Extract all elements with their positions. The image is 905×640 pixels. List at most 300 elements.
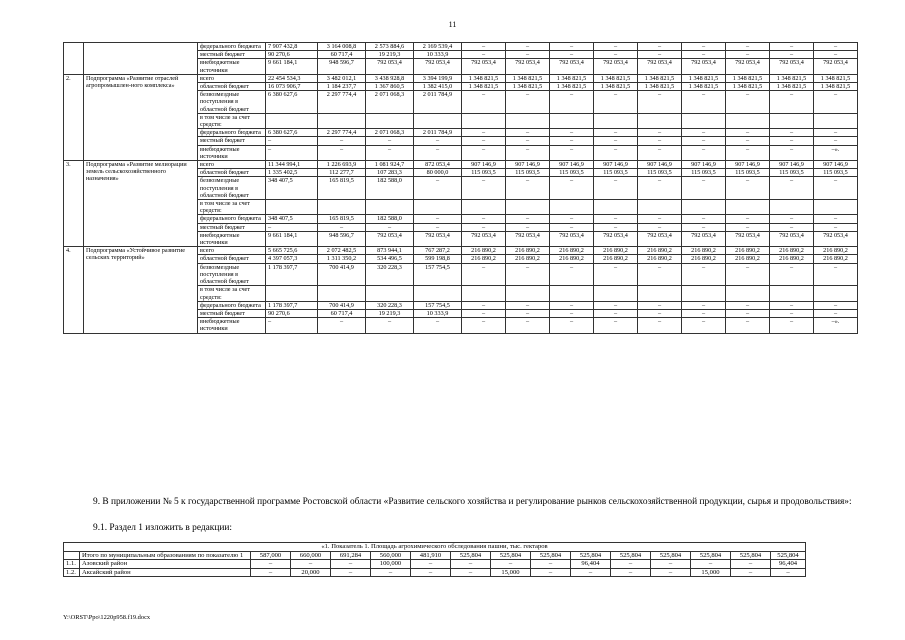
table-cell: – [726,43,770,51]
table-cell: 115 093,5 [814,169,858,177]
table-cell: 792 053,4 [506,59,550,74]
table-cell: – [462,145,506,160]
table-cell [414,113,462,128]
table-cell: 216 890,2 [770,247,814,255]
table-cell: 872 053,4 [414,161,462,169]
table-cell: 11 344 994,1 [266,161,318,169]
table-cell: 907 146,9 [638,161,682,169]
table-cell: – [462,177,506,200]
table-cell [462,113,506,128]
table-cell: – [726,177,770,200]
table-cell: – [506,51,550,59]
row-name: Аксайский район [80,568,251,577]
table-cell: 165 819,5 [318,215,366,223]
table-cell: 1 226 693,9 [318,161,366,169]
funding-source: местный бюджет [198,137,266,145]
footer-file-path: Y:\ORST\Ppo\1220p958.f19.docx [63,614,151,621]
table-cell: 115 093,5 [550,169,594,177]
table-cell: 320 228,3 [366,301,414,309]
table-cell: – [726,301,770,309]
funding-source: внебюджетные источники [198,318,266,333]
table-cell: 19 219,3 [366,51,414,59]
program-number: 4. [64,247,84,333]
table-cell: – [462,318,506,333]
table-cell: 2 297 774,4 [318,129,366,137]
table-cell: 216 890,2 [814,255,858,263]
table-cell: – [594,301,638,309]
table-cell: – [594,129,638,137]
funding-source: федерального бюджета [198,215,266,223]
table-cell [682,200,726,215]
table-cell: 60 717,4 [318,309,366,317]
table-cell: – [550,223,594,231]
table-cell [638,113,682,128]
table-cell: 320 228,3 [366,263,414,286]
funding-source: в том числе за счет средств: [198,113,266,128]
table-cell [682,286,726,301]
table-cell: 525,804 [731,551,771,560]
table-cell: – [531,560,571,569]
table-cell [770,200,814,215]
table-cell: 60 717,4 [318,51,366,59]
table-cell: 3 482 012,1 [318,74,366,82]
table-cell: – [451,560,491,569]
table-cell: 560,000 [371,551,411,560]
table-cell: – [814,129,858,137]
table-cell: 525,804 [491,551,531,560]
funding-source: безвозмездные поступления в областной бюджет [198,91,266,114]
table-row [64,551,806,560]
table-cell: 534 496,5 [366,255,414,263]
table-cell: – [266,223,318,231]
table-cell: 2 072 482,5 [318,247,366,255]
table-cell: – [682,177,726,200]
table-cell: 792 053,4 [462,59,506,74]
table-cell: 90 270,6 [266,51,318,59]
table-cell: – [506,318,550,333]
table-cell: 700 414,9 [318,301,366,309]
table-cell: 481,910 [411,551,451,560]
table-row [64,161,858,169]
table-cell [770,286,814,301]
table-cell: 100,000 [371,560,411,569]
table-cell: – [651,568,691,577]
funding-source: федерального бюджета [198,43,266,51]
table-cell: – [594,43,638,51]
table-cell: 525,804 [651,551,691,560]
program-name: Подпрограмма «Устойчивое развитие сельских территорий» [84,247,198,333]
table-cell: – [682,215,726,223]
table-cell: 599 198,8 [414,255,462,263]
table-cell: 907 146,9 [726,161,770,169]
table-cell: 7 907 432,8 [266,43,318,51]
table-cell: – [638,145,682,160]
table-cell: 792 053,4 [770,59,814,74]
table-cell: 792 053,4 [366,231,414,246]
program-number [64,43,84,75]
table-cell: – [770,318,814,333]
table-cell: – [771,568,806,577]
funding-source: внебюджетные источники [198,231,266,246]
table-cell: – [506,263,550,286]
table-cell: – [414,177,462,200]
table-cell [550,113,594,128]
table-cell: 792 053,4 [594,59,638,74]
table-cell: – [411,560,451,569]
table-cell: 2 071 068,3 [366,129,414,137]
table-cell: 3 164 008,8 [318,43,366,51]
table-cell: 792 053,4 [462,231,506,246]
table-cell: – [691,560,731,569]
table-cell [726,200,770,215]
row-name: Итого по муниципальным образованиям по показателю 1 [80,551,251,560]
table-cell: 948 596,7 [318,59,366,74]
table-cell: 1 081 924,7 [366,161,414,169]
table-cell: – [638,263,682,286]
table-cell: – [366,318,414,333]
table-cell: – [291,560,331,569]
table-cell: – [594,137,638,145]
table-cell: 792 053,4 [770,231,814,246]
table-cell: – [638,318,682,333]
table-cell: 216 890,2 [682,255,726,263]
table-cell: 525,804 [531,551,571,560]
table-cell: – [682,91,726,114]
row-number: 1.2. [64,568,80,577]
table-cell: 1 348 821,5 [550,74,594,82]
table-cell [814,200,858,215]
table-cell: – [770,215,814,223]
table-cell: – [638,129,682,137]
table-cell: – [651,560,691,569]
table-cell: – [726,129,770,137]
table-cell: – [462,215,506,223]
funding-source: всего [198,161,266,169]
table-cell: – [506,177,550,200]
table-cell: 182 588,0 [366,215,414,223]
paragraph-9: 9. В приложении № 5 к государственной программе Ростовской области «Развитие сельского хозяйства и регулирование рынков сельскохозяйственной продукции, сырья и продовольствия»: [93,497,852,507]
table-cell: 2 169 539,4 [414,43,462,51]
table-cell: 115 093,5 [594,169,638,177]
table-cell: 3 394 199,9 [414,74,462,82]
table-cell: 792 053,4 [814,59,858,74]
table-cell: – [506,145,550,160]
table-cell: – [506,215,550,223]
table-cell: 907 146,9 [594,161,638,169]
table-cell: 792 053,4 [550,231,594,246]
table-cell: – [682,223,726,231]
funding-source: федерального бюджета [198,129,266,137]
table-cell: 1 348 821,5 [638,74,682,82]
table-cell: – [814,301,858,309]
table-cell: – [770,309,814,317]
table-cell [814,113,858,128]
table-cell: 767 287,2 [414,247,462,255]
table-cell: 107 283,3 [366,169,414,177]
table-cell: 216 890,2 [550,247,594,255]
table-cell: – [638,177,682,200]
table-cell: – [550,51,594,59]
table-cell: – [682,51,726,59]
table-cell: – [638,51,682,59]
table-cell [506,113,550,128]
table-row [64,568,806,577]
table-cell: – [550,301,594,309]
table-cell [550,286,594,301]
funding-source: безвозмездные поступления в областной бюджет [198,177,266,200]
table-cell: – [770,263,814,286]
table-cell: – [594,309,638,317]
table-cell: – [531,568,571,577]
table-cell: – [550,91,594,114]
paragraph-9-1: 9.1. Раздел 1 изложить в редакции: [93,523,232,533]
indicator-table [63,542,806,577]
table-cell [814,286,858,301]
table-cell: 2 011 784,9 [414,129,462,137]
table-cell [462,286,506,301]
table-cell: – [682,43,726,51]
row-name: Азовский район [80,560,251,569]
table-cell: – [414,145,462,160]
table-cell: 216 890,2 [462,255,506,263]
table-cell [638,286,682,301]
table-cell: – [594,177,638,200]
table-cell: – [594,51,638,59]
table-cell: 20,000 [291,568,331,577]
table-cell: – [571,568,611,577]
table-cell: 115 093,5 [462,169,506,177]
table-cell: – [638,309,682,317]
table-cell [414,286,462,301]
table-cell: 792 053,4 [638,231,682,246]
table-cell: 792 053,4 [506,231,550,246]
table-cell: – [366,145,414,160]
table-cell: – [731,560,771,569]
table-cell: 165 819,5 [318,177,366,200]
table-cell: 525,804 [611,551,651,560]
funding-source: федерального бюджета [198,301,266,309]
funding-source: областной бюджет [198,83,266,91]
table-cell: 10 333,9 [414,309,462,317]
table-cell: 1 348 821,5 [770,74,814,82]
table-cell: 2 573 884,6 [366,43,414,51]
table-cell: – [462,137,506,145]
table-cell: – [550,309,594,317]
table-cell: – [638,215,682,223]
table-cell: 2 071 068,3 [366,91,414,114]
table-cell: 1 348 821,5 [770,83,814,91]
table-cell: 115 093,5 [638,169,682,177]
table-cell [506,200,550,215]
table-cell: – [550,43,594,51]
funding-source: в том числе за счет средств: [198,200,266,215]
table-cell [726,113,770,128]
table-row [64,247,858,255]
table-cell: 1 178 397,7 [266,263,318,286]
table-cell: 1 348 821,5 [814,74,858,82]
table-cell: – [638,91,682,114]
table-cell: 1 348 821,5 [682,74,726,82]
table-cell: – [638,43,682,51]
table-cell: – [506,301,550,309]
program-name: Подпрограмма «Развитие отраслей агропромышлен-ного комплекса» [84,74,198,160]
table-cell [462,200,506,215]
table-cell: – [726,223,770,231]
table-cell: 907 146,9 [506,161,550,169]
table-cell: 525,804 [691,551,731,560]
table-cell: 1 348 821,5 [462,74,506,82]
table-cell: 115 093,5 [682,169,726,177]
table-cell: 15,000 [691,568,731,577]
table-cell [366,286,414,301]
table-cell: – [550,215,594,223]
row-number: 1.1. [64,560,80,569]
table-cell: – [414,137,462,145]
table-cell: 907 146,9 [462,161,506,169]
table-cell: 1 348 821,5 [682,83,726,91]
table-cell: – [638,301,682,309]
table-cell: 873 944,1 [366,247,414,255]
table-cell: 216 890,2 [682,247,726,255]
table-cell: 792 053,4 [726,231,770,246]
table-cell: – [594,318,638,333]
table-cell: 792 053,4 [414,231,462,246]
table-cell: – [814,223,858,231]
table-cell: – [411,568,451,577]
table-cell: – [491,560,531,569]
table-cell: – [266,318,318,333]
table-cell: 10 333,9 [414,51,462,59]
indicator-header-row [64,543,806,552]
table-cell: 1 348 821,5 [638,83,682,91]
table-cell: – [451,568,491,577]
table-cell: 216 890,2 [638,255,682,263]
table-cell [770,113,814,128]
funding-source: областной бюджет [198,255,266,263]
table-cell: – [266,145,318,160]
table-cell: 96,404 [771,560,806,569]
table-cell: – [594,145,638,160]
table-cell: 115 093,5 [770,169,814,177]
table-cell: – [462,51,506,59]
table-cell: – [726,91,770,114]
table-cell: 525,804 [451,551,491,560]
table-cell: 6 380 627,6 [266,91,318,114]
table-cell [318,286,366,301]
table-cell: 216 890,2 [638,247,682,255]
table-cell: 1 178 397,7 [266,301,318,309]
table-cell: – [611,560,651,569]
table-cell: 792 053,4 [550,59,594,74]
table-cell: – [462,301,506,309]
table-cell: 2 011 784,9 [414,91,462,114]
table-cell: –». [814,145,858,160]
table-cell: – [770,223,814,231]
table-cell [726,286,770,301]
table-cell: – [682,309,726,317]
table-cell [318,113,366,128]
table-cell: 1 348 821,5 [726,74,770,82]
table-cell: – [550,263,594,286]
table-cell: 216 890,2 [506,255,550,263]
funding-source: местный бюджет [198,309,266,317]
budget-table [63,42,858,334]
table-cell: – [366,223,414,231]
program-number: 3. [64,161,84,247]
table-cell: – [318,223,366,231]
table-cell: 9 661 184,1 [266,231,318,246]
table-cell: – [726,145,770,160]
table-row [64,560,806,569]
table-cell: – [462,43,506,51]
table-cell: – [506,91,550,114]
table-cell: – [814,309,858,317]
table-cell: 948 596,7 [318,231,366,246]
table-cell: 1 348 821,5 [550,83,594,91]
table-cell: – [770,129,814,137]
table-cell [682,113,726,128]
table-cell: – [814,51,858,59]
table-cell: – [550,137,594,145]
table-cell: – [726,137,770,145]
table-cell: 115 093,5 [506,169,550,177]
table-cell [266,200,318,215]
table-cell: – [814,91,858,114]
table-cell: – [462,223,506,231]
table-cell: –». [814,318,858,333]
table-cell: – [550,177,594,200]
table-cell: – [506,137,550,145]
table-cell [594,200,638,215]
table-cell: – [318,318,366,333]
table-cell: 1 348 821,5 [726,83,770,91]
table-cell [318,200,366,215]
funding-source: местный бюджет [198,223,266,231]
table-cell: 216 890,2 [506,247,550,255]
table-cell: – [371,568,411,577]
table-cell: 182 588,0 [366,177,414,200]
table-cell: 216 890,2 [550,255,594,263]
table-cell: – [682,129,726,137]
table-cell: 115 093,5 [726,169,770,177]
table-cell: 1 335 402,5 [266,169,318,177]
table-cell [638,200,682,215]
table-cell: 792 053,4 [682,231,726,246]
table-cell: – [770,177,814,200]
program-name: Подпрограмма «Развитие мелиорации земель сельскохозяйственного назначения» [84,161,198,247]
table-cell: – [594,215,638,223]
table-cell: 525,804 [571,551,611,560]
table-cell: 1 348 821,5 [506,74,550,82]
table-cell: 792 053,4 [682,59,726,74]
table-row [64,74,858,82]
funding-source: областной бюджет [198,169,266,177]
table-cell: 1 348 821,5 [814,83,858,91]
table-cell: – [550,318,594,333]
table-cell: 216 890,2 [726,247,770,255]
table-cell: 216 890,2 [770,255,814,263]
table-cell: 700 414,9 [318,263,366,286]
table-cell: 216 890,2 [462,247,506,255]
table-cell: – [550,129,594,137]
table-cell: – [726,215,770,223]
table-cell [594,286,638,301]
table-cell: – [682,318,726,333]
table-cell: – [726,309,770,317]
program-number: 2. [64,74,84,160]
funding-source: внебюджетные источники [198,59,266,74]
table-cell: 80 000,0 [414,169,462,177]
